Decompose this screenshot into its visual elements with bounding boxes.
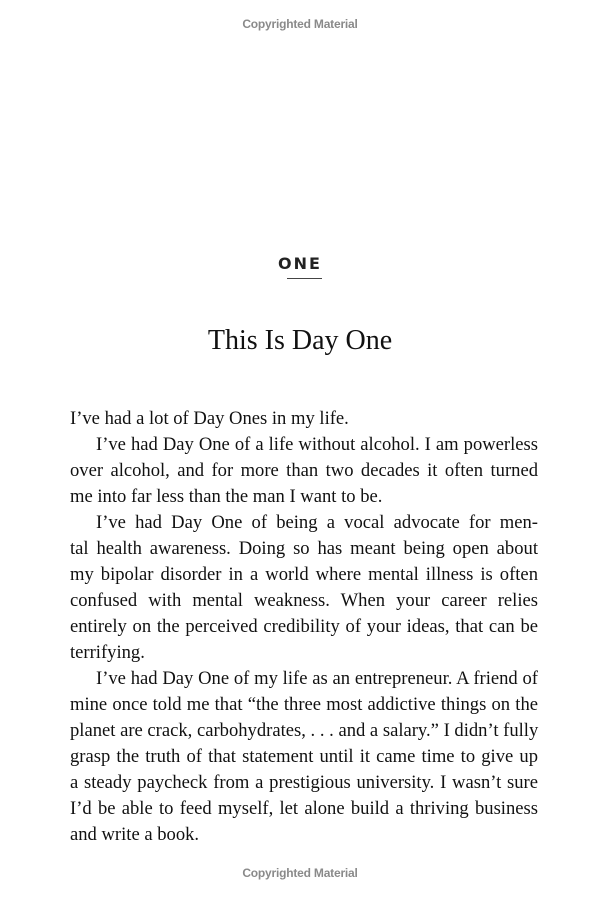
text-line: my bipolar disorder in a world where mental illness is often [70,564,538,585]
text-line: a steady paycheck from a prestigious university. I wasn’t sure [70,772,538,793]
text-line: I’d be able to feed myself, let alone build a thriving business [70,798,538,819]
chapter-body [70,406,538,848]
text-line: and write a book. [70,824,200,845]
text-line: grasp the truth of that statement until it came time to give up [70,746,538,767]
text-line: I’ve had Day One of being a vocal advocate for men- [96,512,538,533]
text-line: entirely on the perceived credibility of your ideas, that can be [70,616,538,637]
copyright-watermark-bottom: Copyrighted Material [242,866,358,880]
paragraph [70,406,538,432]
chapter-number: ONE [278,254,322,273]
chapter-divider [287,278,322,279]
paragraph [70,510,538,666]
text-line: terrifying. [70,642,145,663]
text-line: confused with mental weakness. When your career relies [70,590,538,611]
text-line: planet are crack, carbohydrates, . . . and a salary.” I didn’t fully [70,720,539,741]
text-line: tal health awareness. Doing so has meant being open about [70,538,538,559]
chapter-title: This Is Day One [207,325,393,356]
text-line: mine once told me that “the three most addictive things on the [70,694,538,715]
text-line: I’ve had Day One of a life without alcohol. I am powerless [96,434,538,455]
paragraph [70,666,538,848]
text-line: I’ve had a lot of Day Ones in my life. [70,408,349,429]
text-line: over alcohol, and for more than two decades it often turned [70,460,538,481]
copyright-watermark-top: Copyrighted Material [242,17,358,31]
paragraph [70,432,538,510]
text-line: I’ve had Day One of my life as an entrepreneur. A friend of [96,668,538,689]
text-line: me into far less than the man I want to be. [70,486,383,507]
